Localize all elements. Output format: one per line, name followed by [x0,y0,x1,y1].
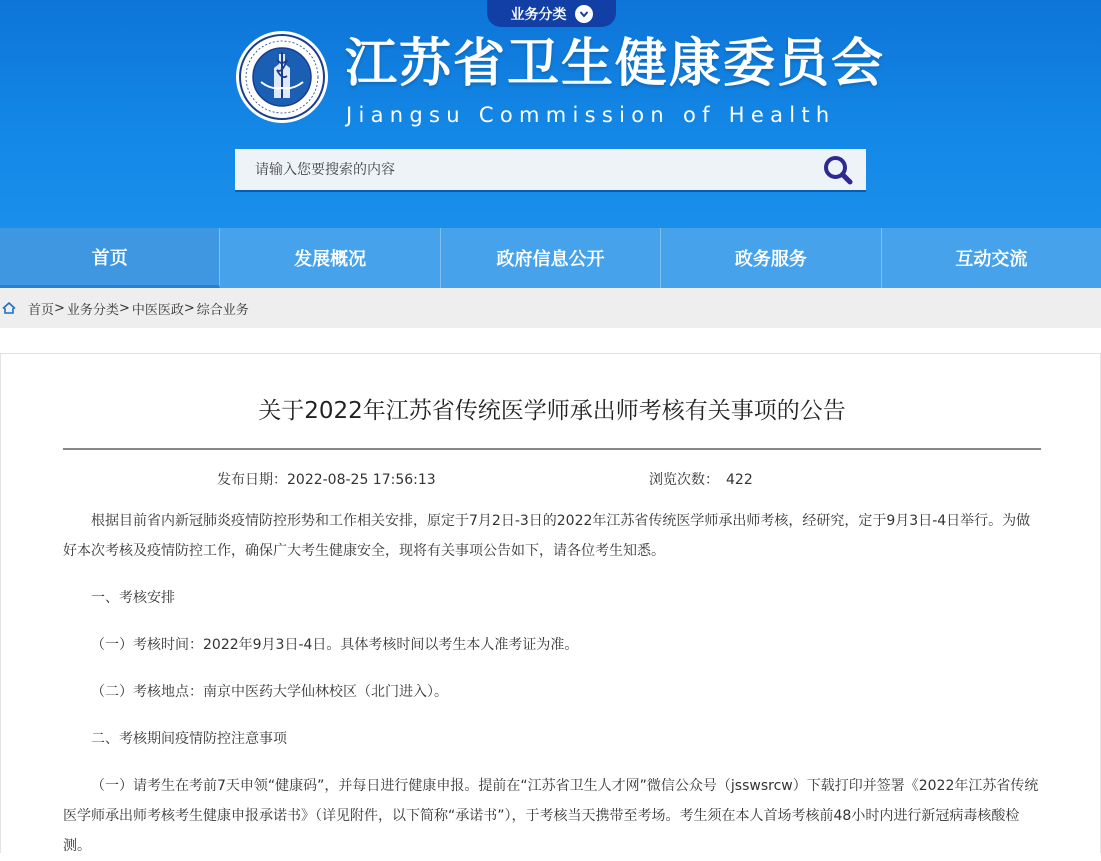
article-paragraph: （一）考核时间：2022年9月3日-4日。具体考核时间以考生本人准考证为准。 [91,637,579,653]
breadcrumb-category[interactable]: 业务分类 [66,302,119,318]
breadcrumb [0,288,1101,328]
view-count [649,469,753,491]
publish-date [217,469,436,491]
site-title: 江苏省卫生健康委员会 [345,34,886,94]
section-heading: 一、考核安排 [91,590,175,606]
site-subtitle: Jiangsu Commission of Health [346,103,836,127]
article-paragraph: （二）考核地点：南京中医药大学仙林校区（北门进入）。 [91,684,448,700]
article-title: 关于2022年江苏省传统医学师承出师考核有关事项的公告 [258,398,846,424]
nav-item-gov-info[interactable]: 政府信息公开 [441,228,661,288]
view-count-value: 422 [726,472,753,488]
search-icon [822,154,854,186]
search-button[interactable] [820,153,856,187]
title-divider [63,448,1041,450]
site-header [0,0,1101,228]
commission-emblem-icon [235,30,329,124]
breadcrumb-home[interactable]: 首页 [28,302,55,318]
breadcrumb-separator: > [183,300,195,316]
breadcrumb-general[interactable]: 综合业务 [196,302,249,318]
breadcrumb-tcm[interactable]: 中医医政 [131,302,184,318]
chevron-down-icon [575,5,593,23]
nav-item-overview[interactable]: 发展概况 [220,228,440,288]
publish-date-label: 发布日期： [217,472,287,488]
breadcrumb-separator: > [118,300,130,316]
view-count-label: 浏览次数： [649,472,719,488]
nav-item-services[interactable]: 政务服务 [661,228,881,288]
article-paragraph: 根据目前省内新冠肺炎疫情防控形势和工作相关安排，原定于7月2日-3日的2022年江苏省传统医学师承出师考核，经研究，定于9月3日-4日举行。为做好本次考核及疫情防控工作，确保广大考生健康安全，现将有关事项公告如下，请各位考生知悉。 [63,513,1031,559]
main-nav [0,228,1101,288]
section-heading: 二、考核期间疫情防控注意事项 [91,731,287,747]
search-input[interactable] [235,149,805,190]
article-panel [0,353,1101,853]
category-dropdown-label: 业务分类 [510,6,567,23]
home-icon [2,302,16,314]
category-dropdown[interactable] [487,0,616,27]
article-body [63,506,1041,861]
nav-item-home[interactable]: 首页 [0,228,220,288]
article-paragraph: （一）请考生在考前7天申领“健康码”，并每日进行健康申报。提前在“江苏省卫生人才网”微信公众号（jsswsrcw）下载打印并签署《2022年江苏省传统医学师承出师考核考生健康申报承诺书》（详见附件，以下简称“承诺书”），于考核当天携带至考场。考生须在本人首场考核前48小时内进行新冠病毒核酸检测。 [63,778,1039,854]
breadcrumb-separator: > [54,300,65,316]
search-bar [235,149,866,192]
publish-date-value: 2022-08-25 17:56:13 [287,472,436,488]
nav-item-interaction[interactable]: 互动交流 [955,249,1028,270]
